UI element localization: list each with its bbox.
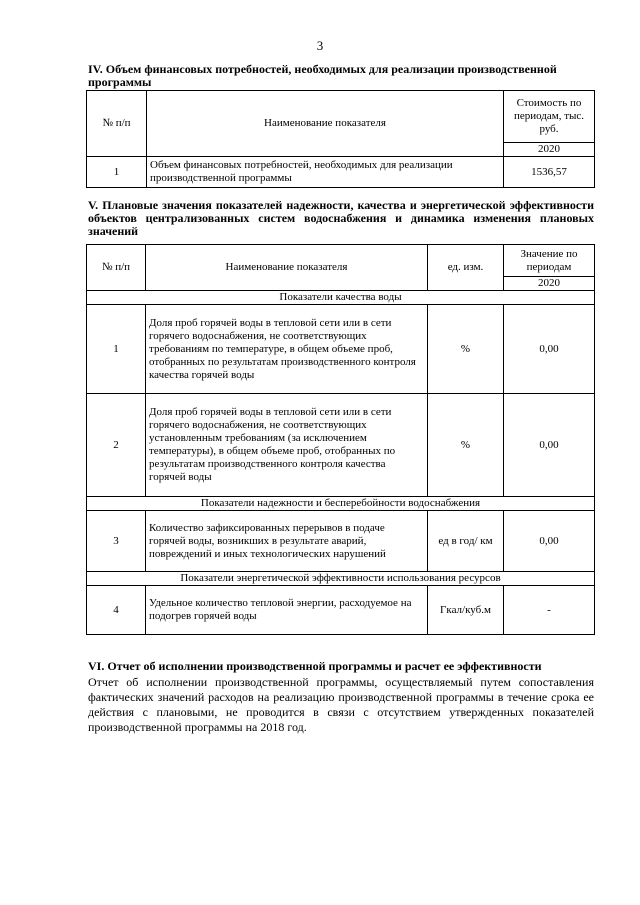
row-num: 4 [87, 586, 146, 635]
header-year: 2020 [504, 277, 595, 291]
row-value: 1536,57 [504, 157, 595, 188]
row-unit: ед в год/ км [428, 511, 504, 572]
section5-title: V. Плановые значения показателей надежности, качества и энергетической эффективности объектов централизованных систем водоснабжения и динамика изменения плановых значений [88, 198, 594, 238]
group-reliability: Показатели надежности и бесперебойности водоснабжения [87, 497, 595, 511]
header-unit: ед. изм. [428, 245, 504, 291]
row-num: 3 [87, 511, 146, 572]
group-energy: Показатели энергетической эффективности использования ресурсов [87, 572, 595, 586]
financial-needs-table [86, 90, 595, 188]
header-num: № п/п [87, 91, 147, 157]
row-num: 1 [87, 305, 146, 394]
row-name: Объем финансовых потребностей, необходимых для реализации производственной программы [147, 157, 504, 188]
row-unit: % [428, 394, 504, 497]
header-name: Наименование показателя [146, 245, 428, 291]
group-quality: Показатели качества воды [87, 291, 595, 305]
row-unit: Гкал/куб.м [428, 586, 504, 635]
header-cost: Стоимость по периодам, тыс. руб. [504, 91, 595, 143]
row-value: 0,00 [504, 511, 595, 572]
row-value: - [504, 586, 595, 635]
row-name: Количество зафиксированных перерывов в подаче горячей воды, возникших в результате аварий, повреждений и иных технологических нарушений [146, 511, 428, 572]
section4-title: IV. Объем финансовых потребностей, необходимых для реализации производственной программы [88, 62, 557, 89]
row-unit: % [428, 305, 504, 394]
page-number: 3 [316, 38, 324, 53]
row-value: 0,00 [504, 394, 595, 497]
indicators-table [86, 244, 595, 635]
header-year: 2020 [504, 143, 595, 157]
row-name: Удельное количество тепловой энергии, расходуемое на подогрев горячей воды [146, 586, 428, 635]
row-num: 2 [87, 394, 146, 497]
row-name: Доля проб горячей воды в тепловой сети или в сети горячего водоснабжения, не соответствующих установленным требованиям (за исключением температуры), в общем объеме проб, отобранных по результатам производственного контроля качества горячей воды [146, 394, 428, 497]
header-value: Значение по периодам [504, 245, 595, 277]
row-num: 1 [87, 157, 147, 188]
header-name: Наименование показателя [147, 91, 504, 157]
row-name: Доля проб горячей воды в тепловой сети или в сети горячего водоснабжения, не соответствующих требованиям по температуре, в общем объеме проб, отобранных по результатам производственного контроля качества горячей воды [146, 305, 428, 394]
row-value: 0,00 [504, 305, 595, 394]
section6-title: VI. Отчет об исполнении производственной программы и расчет ее эффективности [88, 659, 542, 673]
section6-text: Отчет об исполнении производственной программы, осуществляемый путем сопоставления фактических значений расходов на реализацию производственной программы в течение срока ее действия с плановыми, не проводится в связи с отсутствием утвержденных показателей производственной программы на 2018 год. [88, 675, 594, 734]
header-num: № п/п [87, 245, 146, 291]
